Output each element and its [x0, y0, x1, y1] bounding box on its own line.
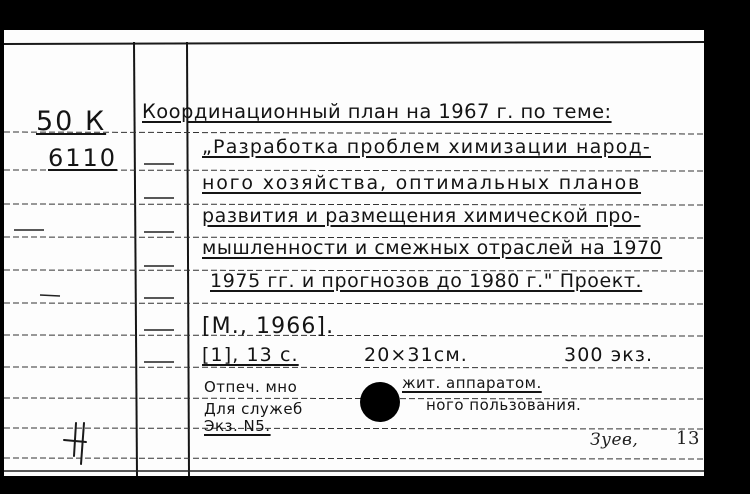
corner-number: 13 [676, 428, 700, 449]
catalog-card [4, 30, 704, 476]
printed-note-a: Отпеч. мно [204, 378, 298, 396]
imprint-place: [М., 1966]. [202, 314, 335, 339]
copies: 300 экз. [564, 344, 654, 366]
printed-note-b: жит. аппаратом. [402, 374, 542, 392]
title-line-2: „Разработка проблем химизации народ- [202, 136, 651, 158]
restriction-a: Для служеб [204, 400, 303, 418]
pages: [1], 13 с. [202, 344, 299, 366]
punch-hole [360, 382, 400, 422]
title-line-6: 1975 гг. и прогнозов до 1980 г." Проект. [210, 270, 643, 292]
title-line-5: мышленности и смежных отраслей на 1970 [202, 237, 663, 259]
signature: Зуев, [590, 430, 639, 450]
call-number: 50 К [36, 106, 107, 137]
title-line-4: развития и размещения химической про- [202, 205, 641, 227]
dimensions: 20×31см. [364, 344, 468, 366]
call-number-sub: 6110 [48, 144, 118, 172]
title-line-3: ного хозяйства, оптимальных планов [202, 172, 642, 194]
copy-number: Экз. N5. [204, 417, 271, 435]
title-line-1: Координационный план на 1967 г. по теме: [142, 100, 612, 123]
restriction-b: ного пользования. [426, 396, 582, 414]
